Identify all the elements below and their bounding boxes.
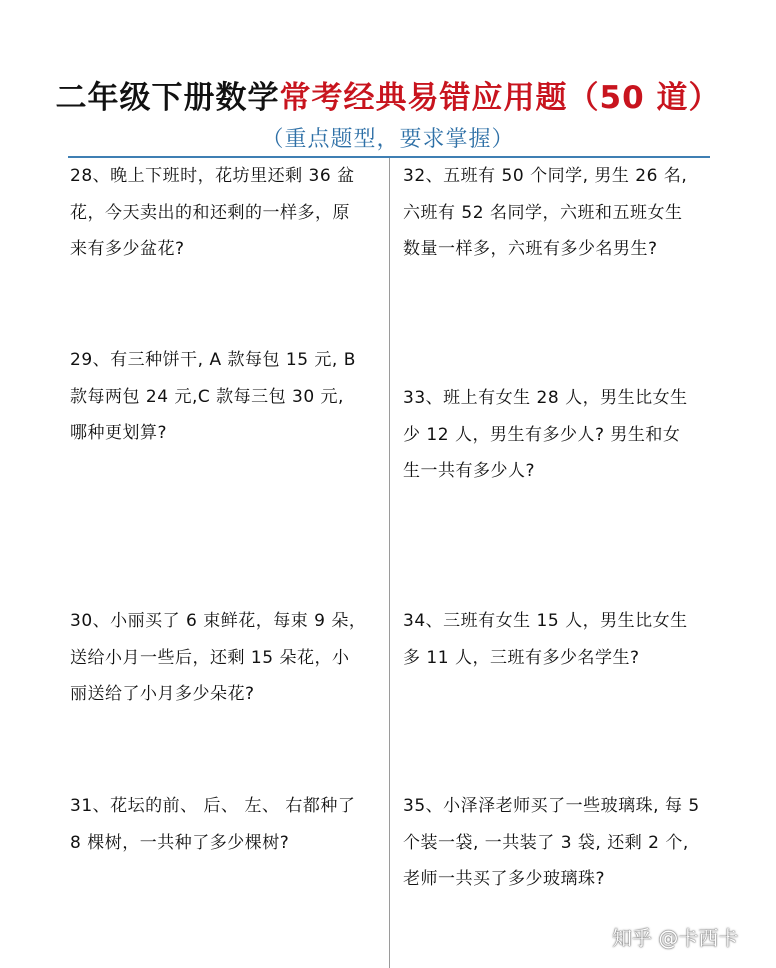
question-34: 34、三班有女生 15 人，男生比女生 多 11 人，三班有多少名学生? <box>403 611 688 668</box>
title-part-topic: 常考经典易错应用题（50 道） <box>279 80 721 116</box>
page-title <box>0 72 776 117</box>
question-35: 35、小泽泽老师买了一些玻璃珠, 每 5 个装一袋, 一共装了 3 袋, 还剩 2 个, 老师一共买了多少玻璃珠? <box>403 796 700 889</box>
question-31: 31、花坛的前、 后、 左、 右都种了 8 棵树，一共种了多少棵树? <box>70 796 356 853</box>
watermark: 知乎 @卡西卡 <box>612 926 739 950</box>
question-33: 33、班上有女生 28 人，男生比女生 少 12 人，男生有多少人? 男生和女 生一共有多少人? <box>403 388 688 481</box>
title-part-grade: 二年级下册数学 <box>55 80 280 116</box>
page-subtitle: （重点题型，要求掌握） <box>261 127 515 152</box>
column-divider <box>389 158 390 968</box>
question-29: 29、有三种饼干, A 款每包 15 元, B 款每两包 24 元,C 款每三包 30 元, 哪种更划算? <box>70 350 356 443</box>
question-32: 32、五班有 50 个同学, 男生 26 名, 六班有 52 名同学，六班和五班女生 数量一样多，六班有多少名男生? <box>403 166 688 259</box>
question-28: 28、晚上下班时，花坊里还剩 36 盆 花，今天卖出的和还剩的一样多，原 来有多少盆花? <box>70 166 355 259</box>
question-30: 30、小丽买了 6 束鲜花，每束 9 朵， 送给小月一些后，还剩 15 朵花，小 丽送给了小月多少朵花? <box>70 611 367 704</box>
